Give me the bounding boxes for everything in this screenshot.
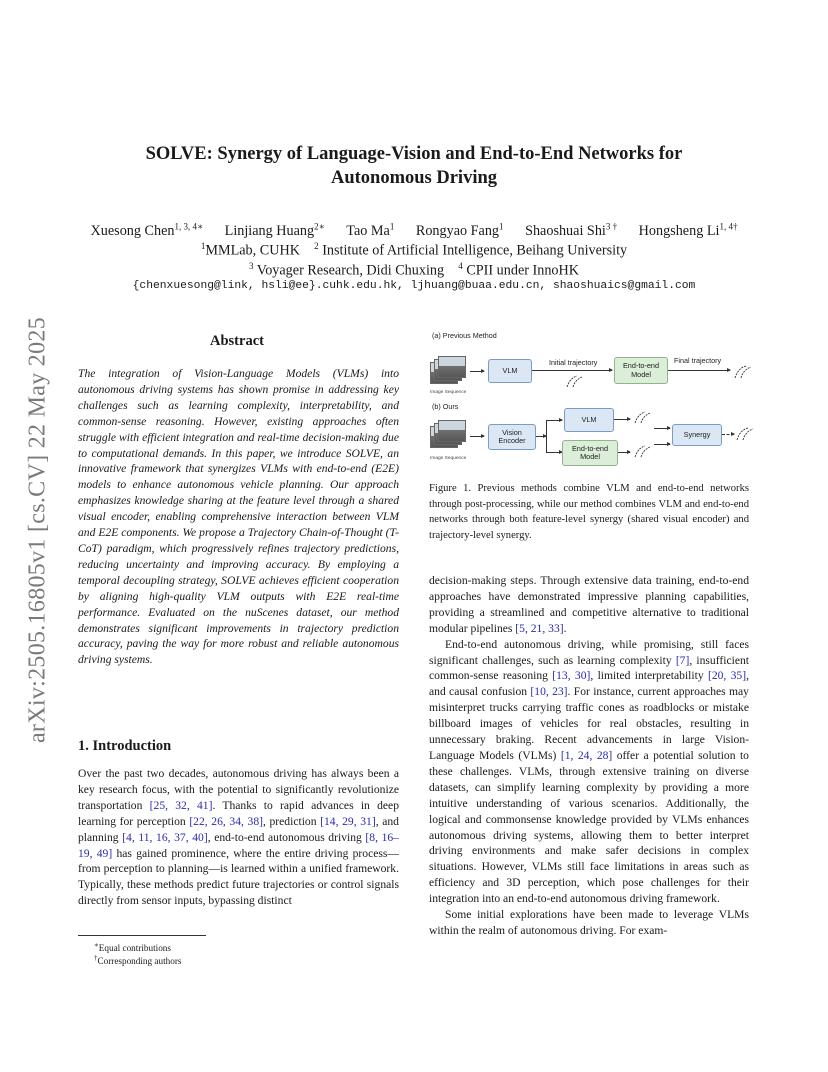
arrow (722, 434, 734, 435)
trajectory-icon (564, 372, 586, 388)
trajectory-icon (632, 442, 654, 458)
citation-link[interactable]: [20, 35] (707, 669, 747, 683)
paragraph: decision-making steps. Through extensive data training, end-to-end approaches have demonstrated impressive planning capabilities, providing a streamlined and competitive alternative to traditional modular pipelines [5, 21, 33]. (429, 574, 749, 635)
arrow (546, 420, 562, 421)
arrow (618, 452, 630, 453)
citation-link[interactable]: [10, 23] (530, 685, 568, 699)
end-to-end-model-box: End-to-end Model (614, 357, 668, 384)
citation-link[interactable]: [13, 30] (552, 669, 591, 683)
trajectory-icon (632, 408, 654, 424)
connector (536, 436, 546, 437)
citation-link[interactable]: [22, 26, 34, 38] (189, 814, 263, 828)
end-to-end-model-box: End-to-end Model (562, 440, 618, 466)
paragraph: End-to-end autonomous driving, while promising, still faces significant challenges, such as learning complexity [7], insufficient common-sense reasoning [13, 30], limited interpretability [20, 35], and causal confusion [10, 23]. For instance, current approaches may misinterpret trucks carrying traffic cones as roadblocks or mistake billboard images of vehicles for real obstacles, resulting in unnecessary braking. Recent advancements in large Vision-Language Models (VLMs) [1, 24, 28] offer a potential solution to these challenges. VLMs, through extensive training on diverse datasets, can simplify learning complexity by providing a more intuitive understanding of various scenarios. Additionally, the logical and commonsense knowledge provided by VLMs enhances autonomous driving systems, allowing them to better interpret driving environments and make safer decisions in complex situations. However, VLMs still face limitations in areas such as efficiency and 3D perception, which pose challenges for their integration into an end-to-end autonomous driving framework. (429, 637, 749, 906)
section-heading-introduction: 1. Introduction (78, 738, 172, 754)
final-trajectory-label: Final trajectory (674, 356, 722, 365)
figure-label-a: (a) Previous Method (432, 331, 497, 340)
author: Tao Ma$^1$ (346, 221, 395, 239)
right-column-body (429, 573, 749, 939)
arrow (654, 428, 670, 429)
author: Shaoshuai Shi$^{3 \dagger}$ (525, 221, 618, 239)
affiliations-line1: $^1$MMLab, CUHK $^2$ Institute of Artificial Intelligence, Beihang University (200, 241, 628, 259)
trajectory-icon (732, 362, 754, 380)
footnote-rule (78, 935, 206, 936)
abstract-text: The integration of Vision-Language Models (VLMs) into autonomous driving systems has shown promise in addressing key challenges such as learning complexity, interpretability, and common-sense reasoning. However, existing approaches often struggle with efficient integration and real-time decision-making due to computational demands. In this paper, we introduce SOLVE, an innovative framework that synergizes VLMs with end-to-end (E2E) models to enhance autonomous vehicle planning. Our approach emphasizes knowledge sharing at the feature level through a shared visual encoder, enabling comprehensive interaction between VLM and E2E components. We propose a Trajectory Chain-of-Thought (T-CoT) paradigm, which progressively refines trajectory predictions, reducing uncertainty and improving accuracy. By employing a temporal decoupling strategy, SOLVE achieves efficient cooperation by aligning high-quality VLM outputs with E2E real-time performance. Evaluated on the nuScenes dataset, our method demonstrates significant improvements in trajectory prediction accuracy, paving the way for more robust and reliable autonomous driving systems. (78, 367, 399, 667)
arrow (470, 371, 484, 372)
citation-link[interactable]: [5, 21, 33] (515, 621, 564, 635)
footnote-corresponding: †Corresponding authors (94, 954, 182, 967)
arrow (532, 370, 612, 371)
citation-link[interactable]: [1, 24, 28] (560, 748, 613, 762)
footnote-equal-contribution: ∗Equal contributions (94, 941, 171, 954)
vision-encoder-box: Vision Encoder (488, 424, 536, 450)
citation-link[interactable]: [25, 32, 41] (149, 798, 213, 812)
figure-label-b: (b) Ours (432, 402, 459, 411)
abstract-heading: Abstract (210, 333, 264, 349)
vlm-box: VLM (564, 408, 614, 432)
arrow (654, 444, 670, 445)
author: Rongyao Fang$^1$ (415, 221, 504, 239)
intro-paragraph: Over the past two decades, autonomous driving has always been a key research focus, with the potential to significantly revolutionize transportation [25, 32, 41]. Thanks to rapid advances in deep learning for perception [22, 26, 34, 38], prediction [14, 29, 31], and planning [4, 11, 16, 37, 40], end-to-end autonomous driving [8, 16–19, 49] has gained prominence, where the entire driving process—from perception to planning—is learned within a unified framework. Typically, these methods predict future trajectories or control signals directly from sensor inputs, bypassing distinct (78, 767, 399, 908)
synergy-box: Synergy (672, 424, 722, 446)
arxiv-stamp: arXiv:2505.16805v1 [cs.CV] 22 May 2025 (24, 316, 51, 744)
citation-link[interactable]: [8, 16–19, 49] (78, 830, 399, 860)
figure-1-caption: Figure 1. Previous methods combine VLM and end-to-end networks through post-processing, while our method combines VLM and end-to-end networks through both feature-level synergy (shared visual encoder) and trajectory-level synergy. (429, 483, 749, 542)
figure-1 (426, 328, 756, 470)
image-sequence-thumbnails (430, 420, 464, 446)
author: Hongsheng $Li^{1, 4\dagger}$ (638, 221, 738, 239)
author: Xuesong Chen$^{1, 3, 4∗}$ (90, 221, 204, 239)
citation-link[interactable]: [7] (675, 653, 690, 667)
arrow (546, 452, 562, 453)
connector (546, 420, 547, 452)
email-addresses: {chenxuesong@link, hsli@ee}.cuhk.edu.hk, ljhuang@buaa.edu.cn, shaoshuaics@gmail.com (132, 280, 696, 292)
arrow (668, 370, 730, 371)
vlm-box: VLM (488, 359, 532, 383)
arrow (614, 419, 630, 420)
citation-link[interactable]: [4, 11, 16, 37, 40] (122, 830, 208, 844)
paper-title: SOLVE: Synergy of Language-Vision and End-to-End Networks for Autonomous Driving (145, 144, 683, 188)
image-sequence-label: Image Sequence (430, 390, 467, 395)
initial-trajectory-label: Initial trajectory (549, 358, 598, 367)
affiliations-line2: $^3$ Voyager Research, Didi Chuxing $^4$ CPII under InnoHK (248, 261, 580, 279)
arrow (470, 436, 484, 437)
image-sequence-thumbnails (430, 356, 464, 382)
trajectory-icon (734, 424, 756, 442)
paragraph: Some initial explorations have been made to leverage VLMs within the realm of autonomous driving. For exam- (429, 908, 749, 937)
image-sequence-label: Image Sequence (430, 456, 467, 461)
citation-link[interactable]: [14, 29, 31] (320, 814, 376, 828)
author: Linjiang Huang$^{2∗}$ (224, 221, 325, 239)
